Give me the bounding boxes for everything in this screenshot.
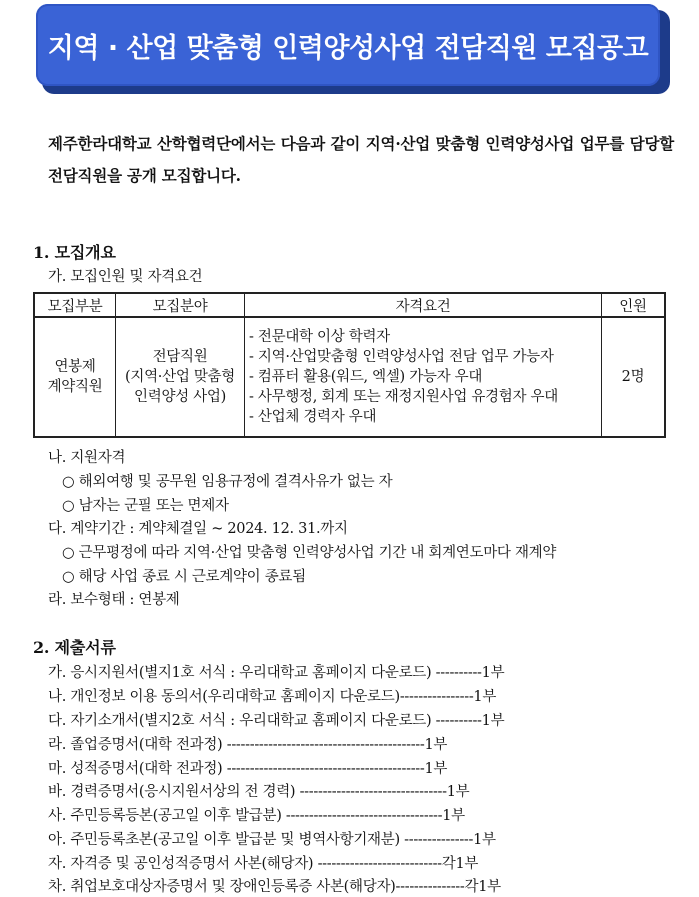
section-2-heading: 2. 제출서류 <box>33 638 116 657</box>
document-item: 바. 경력증명서(응시지원서상의 전 경력) --------------------------------1부 <box>48 784 470 800</box>
document-item: 마. 성적증명서(대학 전과정) -------------------------------------------1부 <box>48 761 448 777</box>
subsection-b-title: 나. 지원자격 <box>48 450 126 466</box>
title-banner <box>36 4 670 94</box>
document-item: 사. 주민등록등본(공고일 이후 발급분) ----------------------------------1부 <box>48 808 465 824</box>
document-item: 나. 개인정보 이용 동의서(우리대학교 홈페이지 다운로드)----------------1부 <box>48 689 497 705</box>
subsection-a-title: 가. 모집인원 및 자격요건 <box>48 269 203 285</box>
document-item: 아. 주민등록초본(공고일 이후 발급분 및 병역사항기재분) ---------------1부 <box>48 832 496 848</box>
requirement-item: - 컴퓨터 활용(워드, 엑셀) 가능자 우대 <box>249 369 483 385</box>
document-item: 다. 자기소개서(별지2호 서식 : 우리대학교 홈페이지 다운로드) ----------1부 <box>48 713 505 729</box>
field-line: 인력양성 사업) <box>134 389 226 405</box>
table-row <box>34 317 665 437</box>
contract-item: ○ 근무평정에 따라 지역·산업 맞춤형 인력양성사업 기간 내 회계연도마다 재계약 <box>62 545 557 561</box>
document-item: 차. 취업보호대상자증명서 및 장애인등록증 사본(해당자)---------------각1부 <box>48 879 501 895</box>
header-division: 모집부분 <box>34 293 116 317</box>
header-count: 인원 <box>602 293 666 317</box>
cell-requirements <box>245 317 602 437</box>
document-item: 라. 졸업증명서(대학 전과정) -------------------------------------------1부 <box>48 737 448 753</box>
cell-count: 2명 <box>602 317 666 437</box>
header-requirements: 자격요건 <box>245 293 602 317</box>
field-line: 전담직원 <box>152 349 208 365</box>
header-field: 모집분야 <box>116 293 245 317</box>
eligibility-item: ○ 해외여행 및 공무원 임용규정에 결격사유가 없는 자 <box>62 474 393 490</box>
eligibility-item: ○ 남자는 군필 또는 면제자 <box>62 498 229 514</box>
requirement-item: - 전문대학 이상 학력자 <box>249 329 390 345</box>
requirements-table <box>33 292 666 438</box>
intro-paragraph: 제주한라대학교 산학협력단에서는 다음과 같이 지역·산업 맞춤형 인력양성사업 업무를 담당할 전담직원을 공개 모집합니다. <box>48 134 674 185</box>
subsection-d-title: 라. 보수형태 : 연봉제 <box>48 592 180 608</box>
page-title: 지역 · 산업 맞춤형 인력양성사업 전담직원 모집공고 <box>47 32 649 64</box>
document-item: 자. 자격증 및 공인성적증명서 사본(해당자) ---------------------------각1부 <box>48 856 479 872</box>
section-1-heading: 1. 모집개요 <box>33 243 116 262</box>
contract-item: ○ 해당 사업 종료 시 근로계약이 종료됨 <box>62 569 306 585</box>
cell-field <box>116 317 245 437</box>
banner-box <box>36 4 660 86</box>
subsection-c-title: 다. 계약기간 : 계약체결일 ~ 2024. 12. 31.까지 <box>48 521 348 537</box>
cell-division <box>34 317 116 437</box>
requirement-item: - 사무행정, 회계 또는 재정지원사업 유경험자 우대 <box>249 389 558 405</box>
division-line: 계약직원 <box>47 379 103 395</box>
requirement-item: - 산업체 경력자 우대 <box>249 409 377 425</box>
division-line: 연봉제 <box>54 359 96 375</box>
table-header-row <box>34 293 665 317</box>
field-line: (지역·산업 맞춤형 <box>125 369 235 385</box>
requirement-item: - 지역·산업맞춤형 인력양성사업 전담 업무 가능자 <box>249 349 554 365</box>
document-item: 가. 응시지원서(별지1호 서식 : 우리대학교 홈페이지 다운로드) ----------1부 <box>48 665 505 681</box>
